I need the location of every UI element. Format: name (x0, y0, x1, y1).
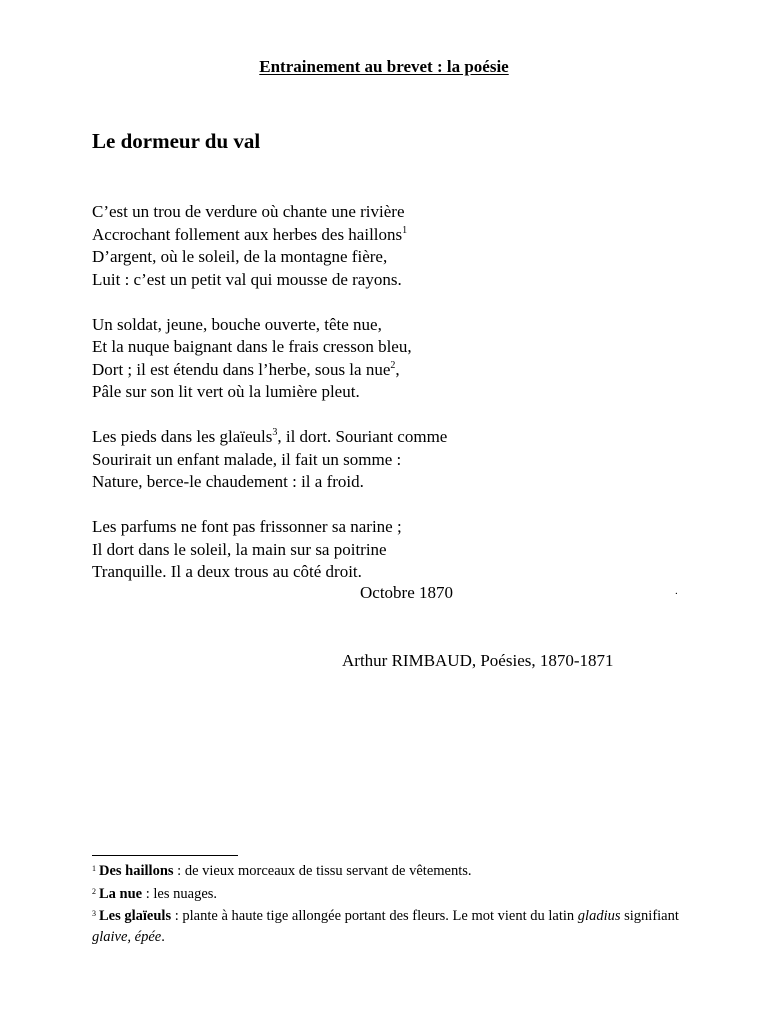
poem-line: Pâle sur son lit vert où la lumière pleut. (92, 382, 360, 401)
footnote-marker: 3 (92, 909, 96, 918)
poem-line: Luit : c’est un petit val qui mousse de rayons. (92, 269, 402, 289)
footnote-item (92, 859, 692, 882)
footnotes (92, 859, 692, 947)
poem-title: Le dormeur du val (92, 129, 261, 153)
page-heading: Entrainement au brevet : la poésie (259, 57, 509, 76)
poem-line: Tranquille. Il a deux trous au côté droit. (92, 562, 362, 581)
poem-line: Accrochant follement aux herbes des haillons$^1$ (92, 224, 408, 244)
stanza-4 (92, 516, 447, 584)
latin-word: gladius (577, 908, 621, 924)
attribution: Arthur RIMBAUD, Poésies, 1870-1871 (342, 651, 614, 670)
word-meaning: glaive, épée (92, 928, 162, 945)
footnote-item (92, 882, 692, 905)
stanza-3 (92, 426, 447, 494)
footnote-item: $^3$ Les glaïeuls : plante à haute tige allongée portant des fleurs. Le mot vient du latin gladius signifiant glaive, épée. (92, 908, 679, 945)
footnote-term: La nue (99, 885, 143, 902)
poem-body (92, 201, 447, 606)
poem-line: Un soldat, jeune, bouche ouverte, tête nue, (92, 314, 382, 334)
footnote-marker: 2 (92, 886, 96, 896)
poem-line: Sourirait un enfant malade, il fait un somme : (92, 449, 402, 469)
poem-line: Dort ; il est étendu dans l’herbe, sous la nue$^2$, (92, 359, 400, 379)
stanza-1 (92, 201, 447, 291)
poem-line: D’argent, où le soleil, de la montagne fière, (92, 247, 388, 266)
poem-line: Les parfums ne font pas frissonner sa narine ; (92, 517, 402, 536)
footnote-term: Des haillons (99, 863, 174, 879)
stray-mark: . (675, 585, 678, 597)
footnote-ref: 3 (272, 427, 278, 438)
footnote-definition: : les nuages. (142, 885, 218, 902)
footnote-ref: 1 (402, 224, 408, 236)
footnote-separator (92, 855, 238, 856)
poem-line: Il dort dans le soleil, la main sur sa poitrine (92, 539, 387, 559)
footnote-definition: : plante à haute tige allongée portant des fleurs. Le mot vient du latin (171, 908, 578, 924)
footnote-ref: 2 (390, 359, 396, 371)
poem-date: Octobre 1870 (360, 583, 454, 602)
stanza-2 (92, 314, 447, 404)
footnote-definition: : de vieux morceaux de tissu servant de vêtements. (173, 863, 472, 879)
footnote-marker: 1 (92, 864, 96, 873)
poem-line: C’est un trou de verdure où chante une rivière (92, 202, 405, 221)
poem-line: Nature, berce-le chaudement : il a froid. (92, 472, 364, 491)
poem-line: Les pieds dans les glaïeuls$^3$, il dort. Souriant comme (92, 427, 448, 446)
footnote-term: Les glaïeuls (99, 908, 172, 924)
poem-line: Et la nuque baignant dans le frais cresson bleu, (92, 337, 412, 356)
